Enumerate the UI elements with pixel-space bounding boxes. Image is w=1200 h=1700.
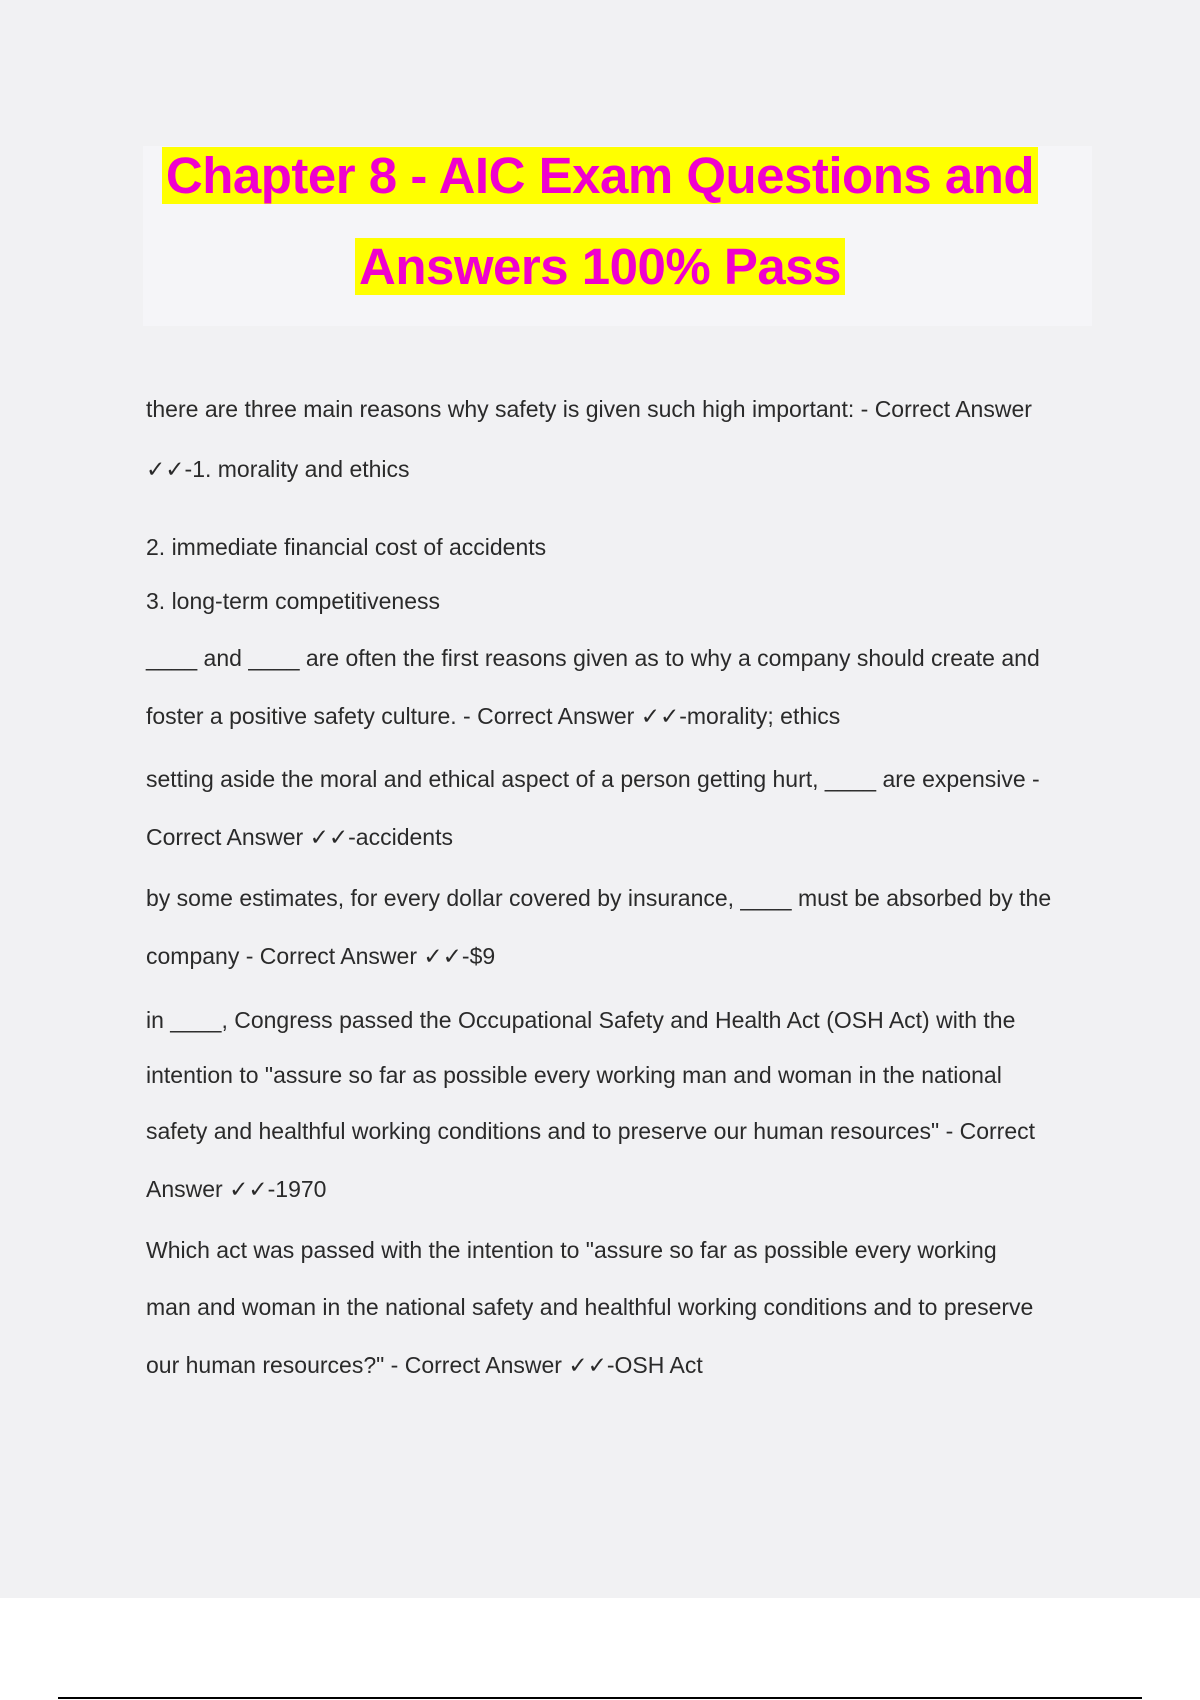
document-title-line-2 — [0, 237, 1200, 297]
body-line: man and woman in the national safety and healthful working conditions and to preserve — [146, 1294, 1034, 1320]
body-line: Which act was passed with the intention to "assure so far as possible every working — [146, 1237, 997, 1263]
body-line: 3. long-term competitiveness — [146, 588, 441, 614]
body-line: 2. immediate financial cost of accidents — [146, 534, 547, 560]
title-text-1: Chapter 8 - AIC Exam Questions and — [162, 147, 1038, 204]
body-line: ✓✓-1. morality and ethics — [146, 456, 410, 482]
document-title-line-1 — [0, 146, 1200, 206]
body-line: foster a positive safety culture. - Correct Answer ✓✓-morality; ethics — [146, 703, 841, 729]
body-line: our human resources?" - Correct Answer ✓✓-OSH Act — [146, 1352, 703, 1378]
body-line: in ____, Congress passed the Occupational Safety and Health Act (OSH Act) with the — [146, 1007, 1016, 1033]
footer-divider — [58, 1697, 1142, 1699]
title-text-2: Answers 100% Pass — [355, 238, 845, 295]
body-line: company - Correct Answer ✓✓-$9 — [146, 943, 496, 969]
body-line: ____ and ____ are often the first reasons given as to why a company should create and — [146, 645, 1040, 671]
body-line: setting aside the moral and ethical aspect of a person getting hurt, ____ are expensive - — [146, 766, 1040, 792]
body-line: safety and healthful working conditions and to preserve our human resources" - Correct — [146, 1118, 1036, 1144]
body-line: Correct Answer ✓✓-accidents — [146, 824, 453, 850]
body-line: by some estimates, for every dollar covered by insurance, ____ must be absorbed by the — [146, 885, 1052, 911]
body-line: Answer ✓✓-1970 — [146, 1176, 327, 1202]
body-line: there are three main reasons why safety is given such high important: - Correct Answer — [146, 396, 1032, 422]
body-line: intention to "assure so far as possible every working man and woman in the national — [146, 1062, 1002, 1088]
